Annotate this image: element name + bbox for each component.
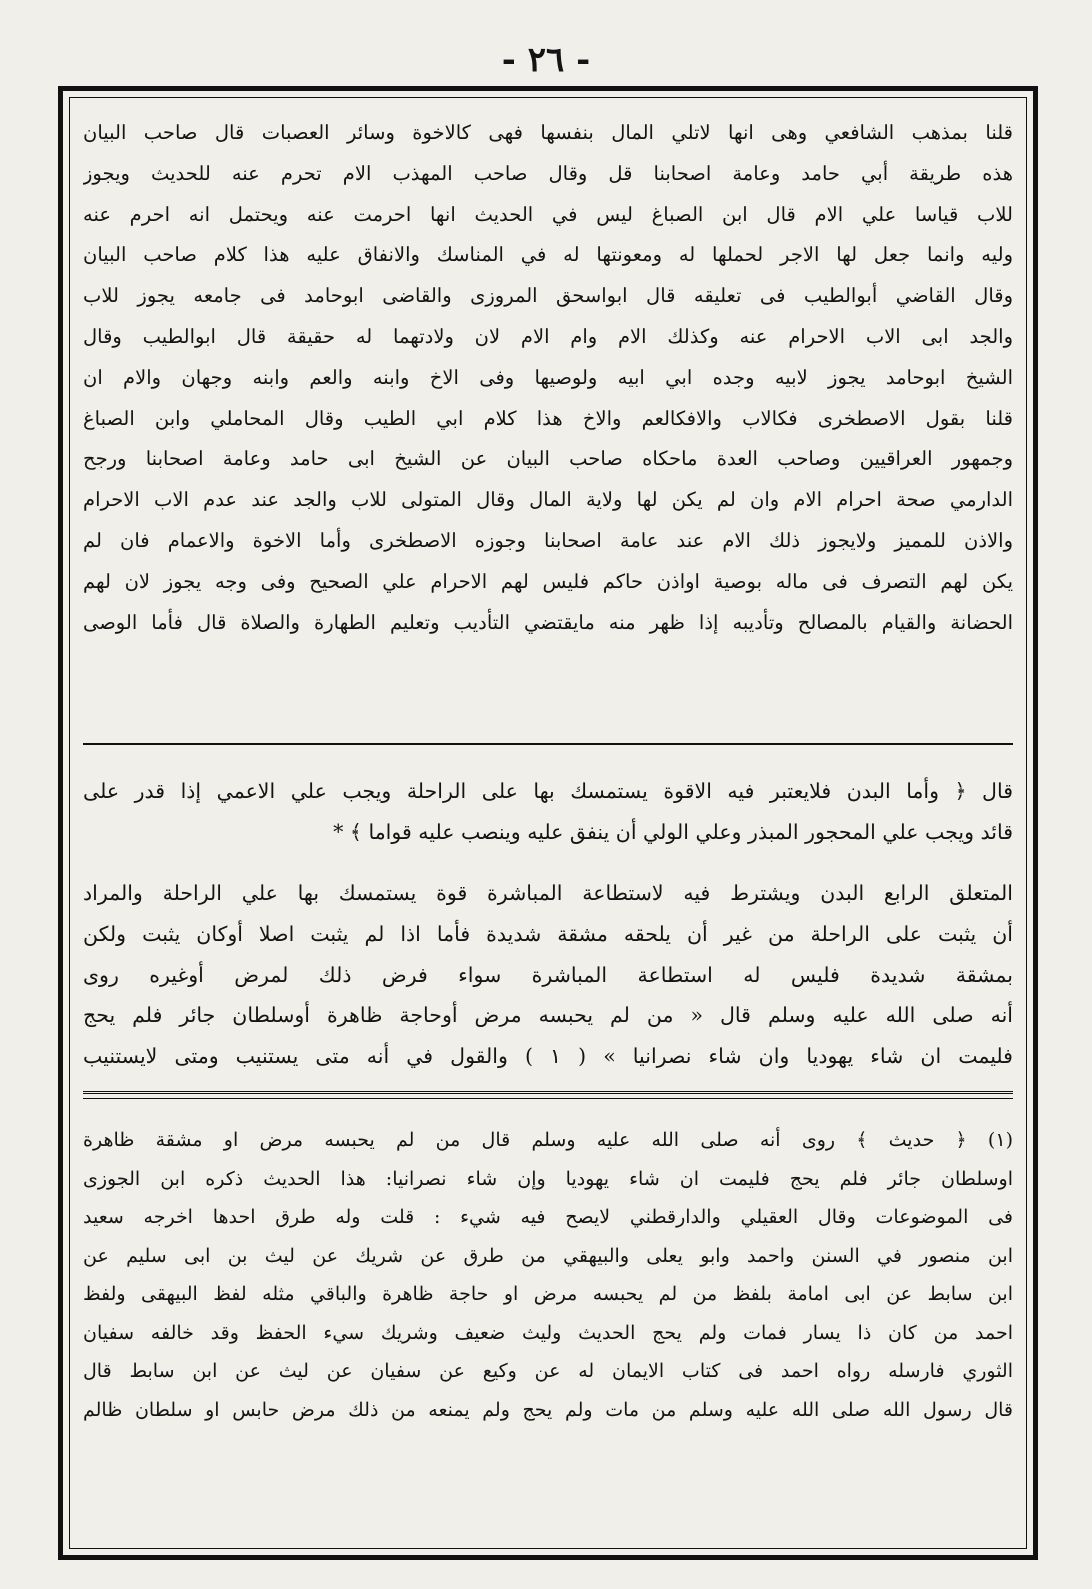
sharh-line: فليمت ان شاء يهوديا وان شاء نصرانيا » ( ١ ) والقول في أنه متى يستنيب ومتى لايستنيب (83, 1044, 1013, 1069)
section-divider (83, 743, 1013, 745)
sharh-line: أنه صلى الله عليه وسلم قال « من لم يحبسه مرض أوحاجة ظاهرة أوسلطان جائر فلم يحج (83, 1003, 1013, 1028)
sharh-line: أن يثبت على الراحلة من غير أن يلحقه مشقة شديدة فأما اذا لم يثبت اصلا أوكان يثبت ولكن (83, 921, 1013, 946)
footnote-line: احمد من كان ذا يسار فمات ولم يحج الحديث وليث ضعيف وشريك سيء الحفظ وقد خالفه سفيان (83, 1321, 1013, 1344)
footnote-line: (١) ﴿ حديث ﴾ روى أنه صلى الله عليه وسلم قال من لم يحبسه مرض او مشقة ظاهرة (83, 1129, 1013, 1151)
footnote-line: ابن منصور في السنن واحمد وابو يعلى والبيهقي من طرق عن شريك عن ليث بن ابى سليم عن (83, 1244, 1013, 1267)
footnote-line: ابن سابط عن ابى امامة بلفظ من لم يحبسه مرض او حاجة ظاهرة والباقي مثله لفظ البيهقى ولفظ (83, 1283, 1013, 1305)
commentary-line: والجد ابى الاب الاحرام عنه وكذلك الام وام الام لان ولادتهما له حقيقة قال ابوالطيب وقال (83, 324, 1013, 348)
page-frame (58, 86, 1038, 1560)
footnote-divider (83, 1091, 1013, 1099)
sharh-line: بمشقة شديدة فليس له استطاعة المباشرة سواء فرض ذلك لمرض أوغيره روى (83, 962, 1013, 987)
commentary-block (83, 113, 1013, 643)
commentary-line: للاب قياسا علي الام قال ابن الصباغ ليس في الحديث انها احرمت عنه ويحتمل انه احرم عنه (83, 202, 1013, 226)
page-number: - ٢٦ - (501, 40, 591, 80)
commentary-line: وقال القاضي أبوالطيب فى تعليقه قال ابواسحق المروزى والقاضى ابوحامد فى جامعه يجوز للاب (83, 284, 1013, 308)
commentary-line: الدارمي صحة احرام الام وان لم يكن لها ولاية المال وقال المتولى للاب والجد عند عدم الاب الاحرام (83, 488, 1013, 512)
commentary-line: قلنا بمذهب الشافعي وهى انها لاتلي المال بنفسها فهى كالاخوة وسائر العصبات قال صاحب البيان (83, 121, 1013, 144)
commentary-line: وليه وانما جعل لها الاجر لحملها له ومعونتها له في المناسك والانفاق عليه هذا كلام صاحب البيان (83, 243, 1013, 267)
sharh-block (83, 873, 1013, 1077)
commentary-line: الحضانة والقيام بالمصالح وتأديبه إذا ظهر منه مايقتضي التأديب وتعليم الطهارة والصلاة قال فأما الوصى (83, 610, 1013, 634)
commentary-line: وجمهور العراقيين وصاحب العدة ماحكاه صاحب البيان عن الشيخ ابى حامد وعامة اصحابنا ورجح (83, 447, 1013, 471)
footnote-line: فى الموضوعات وقال العقيلي والدارقطني لايصح فيه شيء : قلت وله طرق احدها اخرجه سعيد (83, 1206, 1013, 1228)
commentary-line: الشيخ ابوحامد يجوز لابيه وجده ابي ابيه ولوصيها وفى الاخ وابنه والعم وابنه وجهان والام ان (83, 365, 1013, 389)
commentary-line: والاذن للمميز ولايجوز ذلك الام عند عامة اصحابنا وجوزه الاصطخرى وأما الاخوة والاعمام فان لم (83, 528, 1013, 552)
footnote-line: اوسلطان جائر فلم يحج فليمت ان شاء يهوديا وإن شاء نصرانيا: هذا الحديث ذكره ابن الجوزى (83, 1167, 1013, 1190)
commentary-line: قلنا بقول الاصطخرى فكالاب والافكالعم والاخ هذا كلام ابي الطيب وقال المحاملي وابن الصباغ (83, 406, 1013, 430)
matn-line: قال ﴿ وأما البدن فلايعتبر فيه الاقوة يستمسك بها على الراحلة ويجب علي الاعمي إذا قدر على (83, 779, 1013, 803)
matn-line: قائد ويجب علي المحجور المبذر وعلي الولي أن ينفق عليه وينصب عليه قواما ﴾ * (333, 820, 1013, 844)
footnote-line: الثوري فارسله رواه احمد فى كتاب الايمان له عن وكيع عن سفيان عن ليث عن ابن سابط قال (83, 1360, 1013, 1382)
footnotes-block (83, 1121, 1013, 1429)
commentary-line: هذه طريقة أبي حامد وعامة اصحابنا قل وقال صاحب المهذب الام تحرم عنه للحديث ويجوز (83, 161, 1013, 185)
footnote-line: قال رسول الله صلى الله عليه وسلم من مات ولم يحج ولم يمنعه من ذلك مرض حابس او سلطان ظالم (83, 1398, 1013, 1421)
sharh-line: المتعلق الرابع البدن ويشترط فيه لاستطاعة المباشرة قوة يستمسك بها علي الراحلة والمراد (83, 881, 1013, 905)
matn-block (83, 771, 1013, 853)
commentary-line: يكن لهم التصرف فى ماله بوصية اواذن حاكم فليس لهم الاحرام علي الصحيح وفى وجه يجوز لان لهم (83, 569, 1013, 593)
